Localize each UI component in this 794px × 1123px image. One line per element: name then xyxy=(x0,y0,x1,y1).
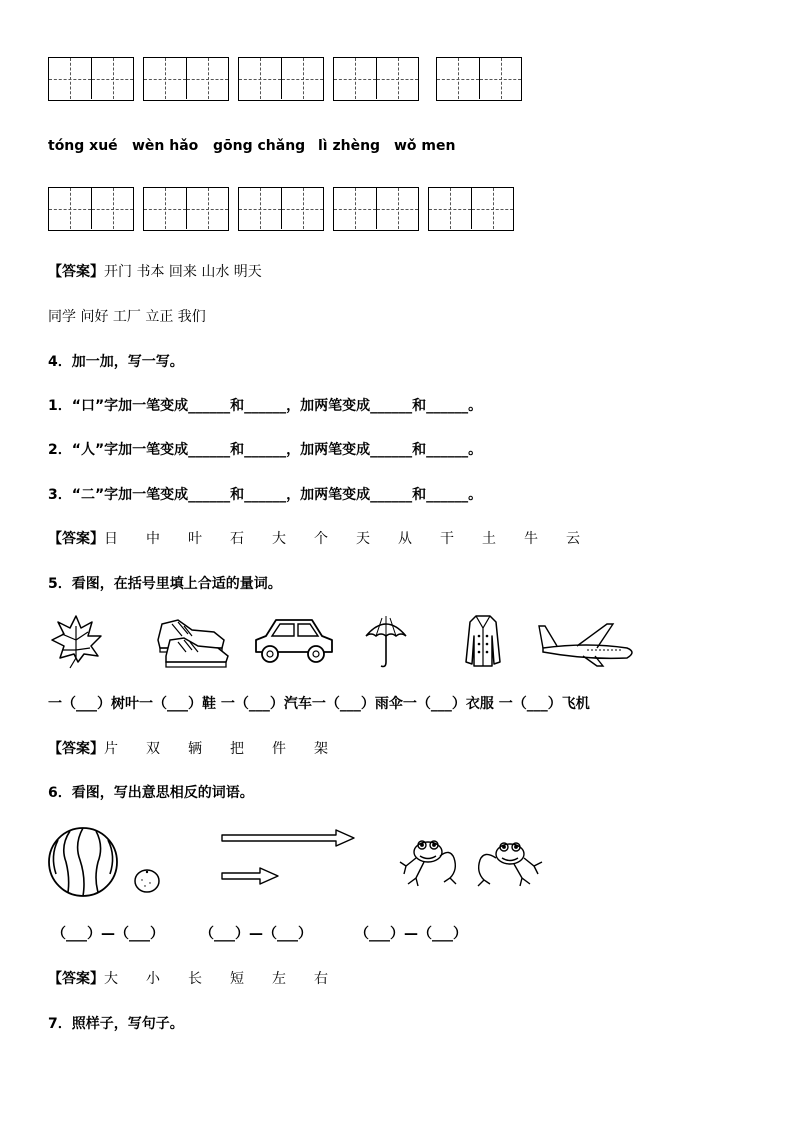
pinyin-4: lì zhèng xyxy=(318,138,381,154)
car-icon xyxy=(250,612,336,668)
q4-item-2: 2．“人”字加一笔变成______和______，加两笔变成______和______。 xyxy=(48,442,483,458)
answer-text: 开门 书本 回来 山水 明天 xyxy=(104,264,262,280)
answer-char: 干 xyxy=(440,531,454,547)
answer-char: 天 xyxy=(356,531,370,547)
writing-box[interactable] xyxy=(333,187,419,231)
q5-line: 一（___）树叶一（___）鞋 一（___）汽车一（___）雨伞一（___）衣服 一（___）飞机 xyxy=(48,696,590,712)
answer-char: 小 xyxy=(146,971,160,987)
q4-item-1: 1．“口”字加一笔变成______和______，加两笔变成______和______。 xyxy=(48,398,483,414)
writing-box[interactable] xyxy=(238,57,324,101)
answer-char: 架 xyxy=(314,741,328,757)
pinyin-3: gōng chǎng xyxy=(213,138,306,154)
long-arrow-icon xyxy=(220,828,356,848)
answer-char: 双 xyxy=(146,741,160,757)
writing-box[interactable] xyxy=(428,187,514,231)
answer-char: 短 xyxy=(230,971,244,987)
answer-char: 从 xyxy=(398,531,412,547)
shoes-icon xyxy=(152,610,230,670)
writing-box[interactable] xyxy=(238,187,324,231)
q5-answer xyxy=(48,738,104,758)
answer-char: 土 xyxy=(482,531,496,547)
answer-char: 云 xyxy=(566,531,580,547)
pinyin-2: wèn hǎo xyxy=(132,138,199,154)
writing-box[interactable] xyxy=(143,187,229,231)
frogs-icon xyxy=(398,832,546,892)
answer-char: 石 xyxy=(230,531,244,547)
q6-answer xyxy=(48,968,104,988)
q6-title: 6．看图，写出意思相反的词语。 xyxy=(48,785,254,801)
answer-char: 长 xyxy=(188,971,202,987)
answer-char: 叶 xyxy=(188,531,202,547)
answer-1 xyxy=(48,261,262,281)
answer-char: 件 xyxy=(272,741,286,757)
q4-item-3: 3．“二”字加一笔变成______和______，加两笔变成______和______。 xyxy=(48,487,483,503)
q5-title: 5．看图，在括号里填上合适的量词。 xyxy=(48,576,282,592)
q6-pair-2: （___）—（___） xyxy=(200,926,312,942)
answer-label: 【答案】 xyxy=(48,264,104,280)
writing-box[interactable] xyxy=(333,57,419,101)
answer-char: 片 xyxy=(104,741,118,757)
answer-char: 大 xyxy=(104,971,118,987)
coat-icon xyxy=(460,612,506,670)
umbrella-icon xyxy=(362,612,410,670)
orange-icon xyxy=(132,866,162,894)
leaf-icon xyxy=(48,612,104,670)
answer-char: 大 xyxy=(272,531,286,547)
answer-label: 【答案】 xyxy=(48,531,104,547)
short-arrow-icon xyxy=(220,866,280,886)
airplane-icon xyxy=(537,612,641,668)
answer-label: 【答案】 xyxy=(48,971,104,987)
writing-box[interactable] xyxy=(48,57,134,101)
q6-pair-1: （___）—（___） xyxy=(52,926,164,942)
pinyin-1: tóng xué xyxy=(48,138,118,154)
answer-char: 日 xyxy=(104,531,118,547)
writing-box[interactable] xyxy=(143,57,229,101)
answer-char: 左 xyxy=(272,971,286,987)
q4-answer xyxy=(48,528,104,548)
answer-char: 把 xyxy=(230,741,244,757)
writing-box[interactable] xyxy=(436,57,522,101)
q4-title: 4．加一加，写一写。 xyxy=(48,354,184,370)
q7-title: 7．照样子，写句子。 xyxy=(48,1016,184,1032)
q6-pair-3: （___）—（___） xyxy=(355,926,467,942)
answer-label: 【答案】 xyxy=(48,741,104,757)
writing-box[interactable] xyxy=(48,187,134,231)
answer-char: 牛 xyxy=(524,531,538,547)
watermelon-icon xyxy=(46,824,120,900)
answer-char: 右 xyxy=(314,971,328,987)
pinyin-5: wǒ men xyxy=(394,138,456,154)
answer-char: 辆 xyxy=(188,741,202,757)
answer-char: 中 xyxy=(146,531,160,547)
answer-1-line2: 同学 问好 工厂 立正 我们 xyxy=(48,309,206,325)
answer-char: 个 xyxy=(314,531,328,547)
